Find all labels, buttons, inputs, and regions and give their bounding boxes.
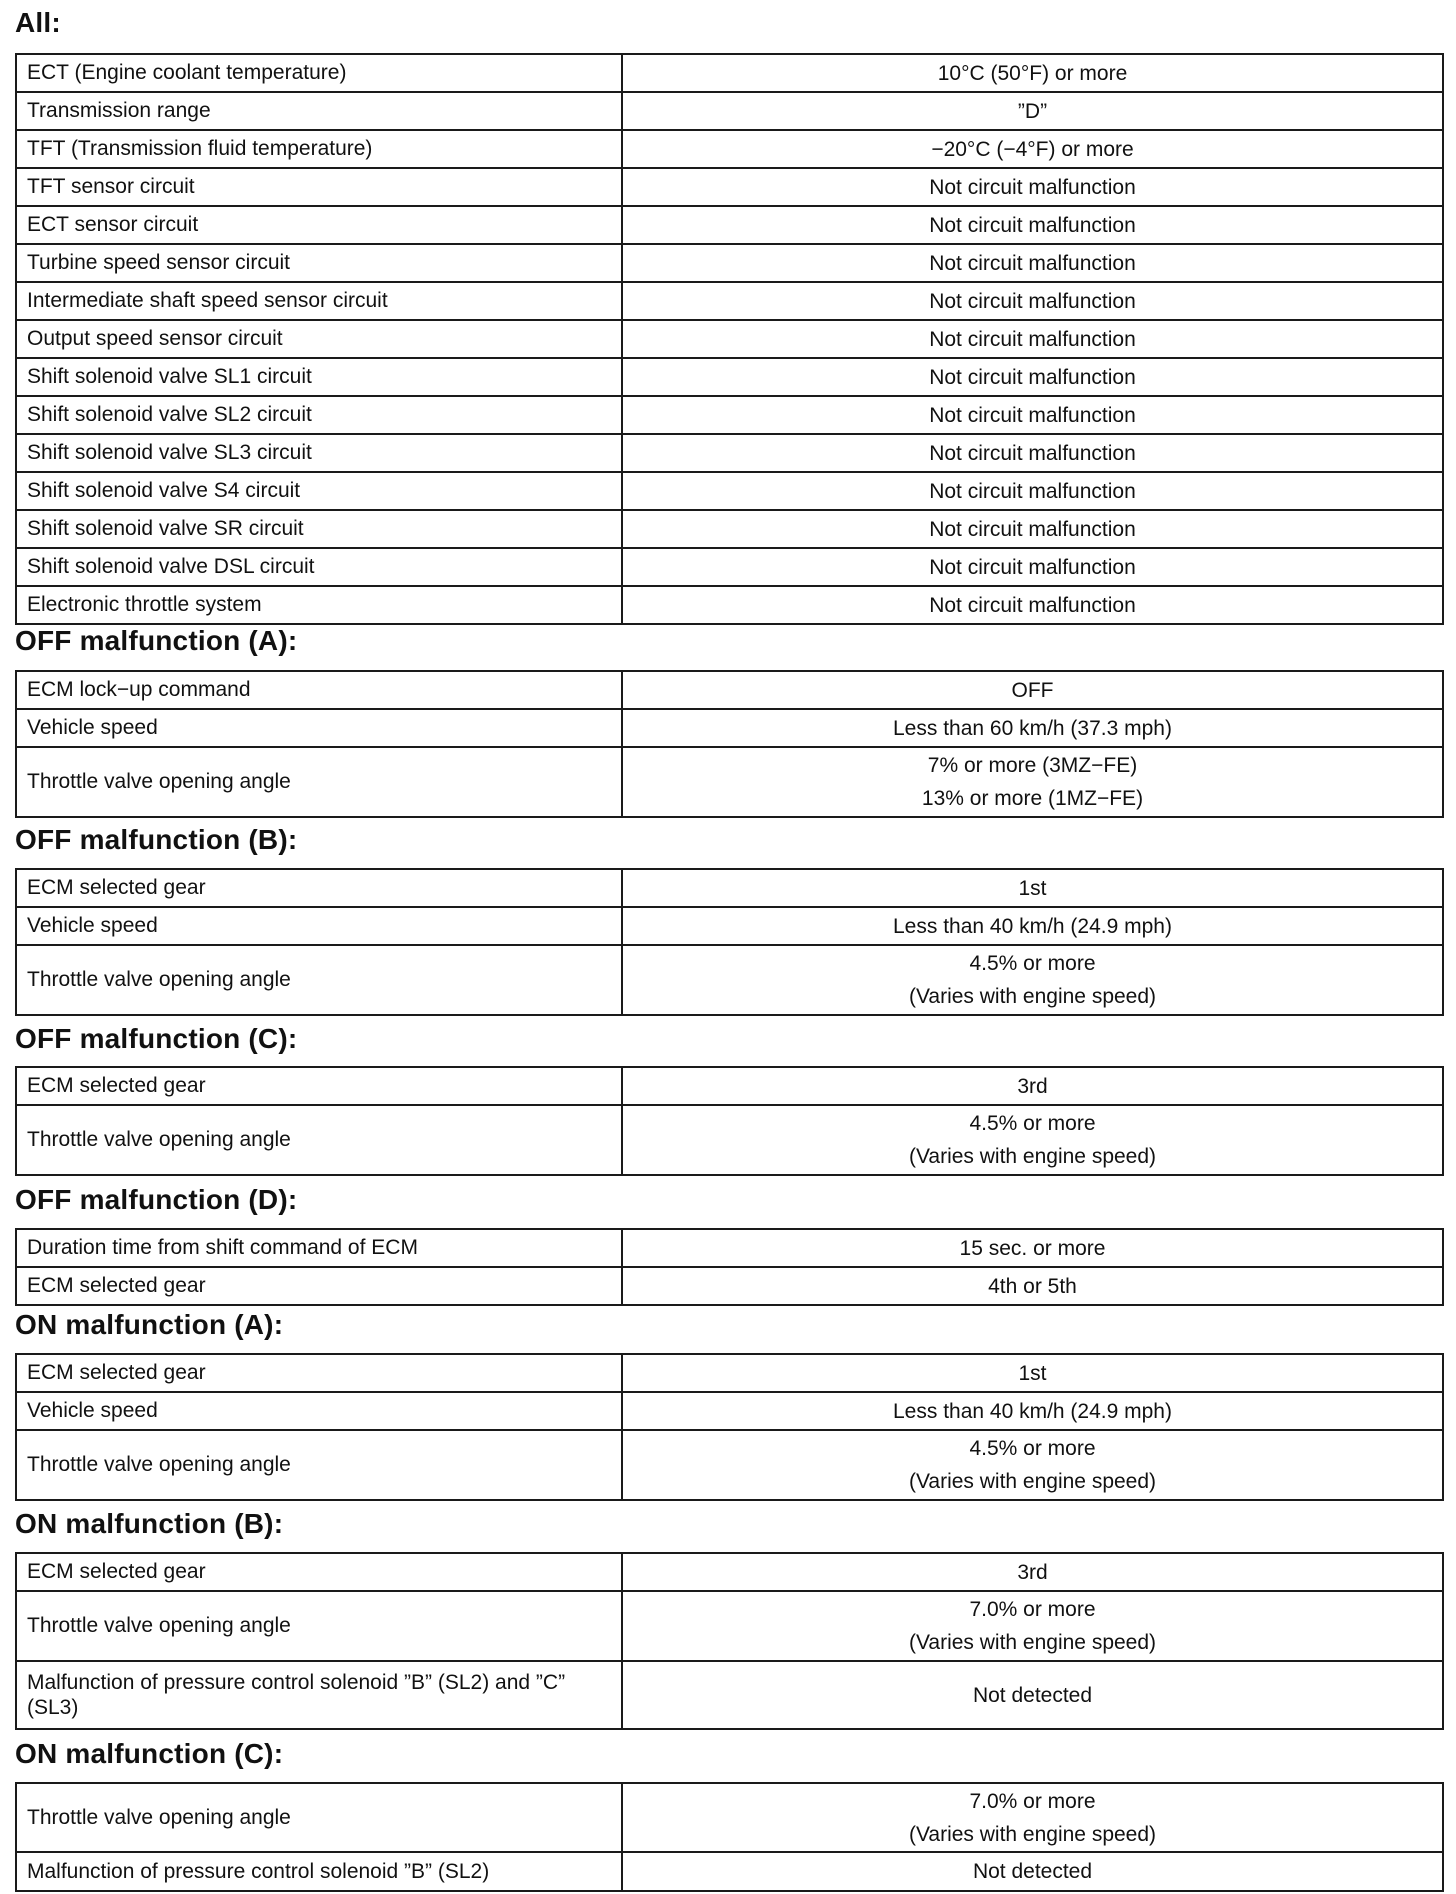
condition-table-off-malfunction-b — [15, 868, 1444, 1016]
table-row — [16, 1661, 1443, 1729]
condition-value — [622, 168, 1443, 206]
condition-value — [622, 1783, 1443, 1852]
condition-label: Throttle valve opening angle — [16, 1783, 622, 1852]
condition-value-line: Not circuit malfunction — [929, 175, 1136, 199]
table-row — [16, 92, 1443, 130]
condition-value — [622, 671, 1443, 709]
condition-value — [622, 869, 1443, 907]
table-row — [16, 1783, 1443, 1852]
condition-label: Throttle valve opening angle — [16, 747, 622, 817]
condition-label: TFT (Transmission fluid temperature) — [16, 130, 622, 168]
condition-value — [622, 396, 1443, 434]
table-row — [16, 869, 1443, 907]
condition-value — [622, 709, 1443, 747]
table-row — [16, 1067, 1443, 1105]
condition-table-on-malfunction-c — [15, 1782, 1444, 1892]
condition-value-line: Not circuit malfunction — [929, 479, 1136, 503]
condition-value-line: Not circuit malfunction — [929, 289, 1136, 313]
condition-label: ECM selected gear — [16, 1067, 622, 1105]
condition-value-line: Not circuit malfunction — [929, 251, 1136, 275]
table-row — [16, 168, 1443, 206]
section-heading-off-malfunction-c: OFF malfunction (C): — [15, 1023, 298, 1054]
condition-label: TFT sensor circuit — [16, 168, 622, 206]
condition-label: ECM selected gear — [16, 1267, 622, 1305]
table-row — [16, 434, 1443, 472]
condition-value — [622, 907, 1443, 945]
condition-value-line: Not circuit malfunction — [929, 213, 1136, 237]
table-row — [16, 1267, 1443, 1305]
condition-label: ECM selected gear — [16, 1354, 622, 1392]
section-heading-on-malfunction-b: ON malfunction (B): — [15, 1508, 284, 1539]
table-row — [16, 282, 1443, 320]
condition-value — [622, 244, 1443, 282]
condition-value-line: 1st — [1018, 876, 1047, 900]
condition-value-line: 7% or more (3MZ−FE) — [927, 754, 1138, 777]
condition-value — [622, 1267, 1443, 1305]
table-row — [16, 671, 1443, 709]
condition-label: ECM lock−up command — [16, 671, 622, 709]
condition-label: ECT (Engine coolant temperature) — [16, 54, 622, 92]
condition-value-line: Not detected — [972, 1860, 1093, 1883]
condition-label: Turbine speed sensor circuit — [16, 244, 622, 282]
condition-value-line: (Varies with engine speed) — [908, 1631, 1157, 1654]
condition-value-line: 7.0% or more — [969, 1789, 1096, 1813]
condition-label: Shift solenoid valve S4 circuit — [16, 472, 622, 510]
table-row — [16, 1553, 1443, 1591]
condition-value-line: 3rd — [1017, 1074, 1048, 1098]
condition-value — [622, 1430, 1443, 1500]
section-heading-on-malfunction-a: ON malfunction (A): — [15, 1309, 284, 1340]
condition-value — [622, 1553, 1443, 1591]
condition-value-line: (Varies with engine speed) — [908, 1145, 1157, 1168]
condition-value-line: (Varies with engine speed) — [908, 1822, 1157, 1846]
condition-label: Transmission range — [16, 92, 622, 130]
condition-value — [622, 1229, 1443, 1267]
condition-value — [622, 747, 1443, 817]
condition-table-on-malfunction-a — [15, 1353, 1444, 1501]
condition-value — [622, 945, 1443, 1015]
condition-table-off-malfunction-a — [15, 670, 1444, 818]
condition-label: Vehicle speed — [16, 709, 622, 747]
condition-value — [622, 92, 1443, 130]
condition-label: ECT sensor circuit — [16, 206, 622, 244]
table-row — [16, 206, 1443, 244]
table-row — [16, 1591, 1443, 1661]
table-row — [16, 358, 1443, 396]
condition-value-line: Not detected — [972, 1683, 1093, 1707]
condition-value-line: (Varies with engine speed) — [908, 1470, 1157, 1493]
condition-value-line: Less than 40 km/h (24.9 mph) — [893, 914, 1172, 938]
condition-value — [622, 1105, 1443, 1175]
condition-label: Shift solenoid valve SR circuit — [16, 510, 622, 548]
table-row — [16, 396, 1443, 434]
condition-value — [622, 1354, 1443, 1392]
condition-label: Shift solenoid valve DSL circuit — [16, 548, 622, 586]
table-row — [16, 1852, 1443, 1891]
section-heading-off-malfunction-a: OFF malfunction (A): — [15, 625, 298, 656]
condition-value-line: Not circuit malfunction — [929, 403, 1136, 427]
table-row — [16, 747, 1443, 817]
condition-value — [622, 320, 1443, 358]
section-heading-all: All: — [15, 7, 61, 38]
condition-value — [622, 206, 1443, 244]
condition-label: Shift solenoid valve SL1 circuit — [16, 358, 622, 396]
condition-table-on-malfunction-b — [15, 1552, 1444, 1730]
condition-value — [622, 586, 1443, 624]
condition-value-line: 4.5% or more — [969, 1112, 1096, 1135]
table-row — [16, 907, 1443, 945]
condition-value-line: 1st — [1018, 1361, 1047, 1385]
condition-value — [622, 1661, 1443, 1729]
condition-value-line: ”D” — [1017, 99, 1048, 123]
condition-label: Throttle valve opening angle — [16, 1105, 622, 1175]
condition-value — [622, 358, 1443, 396]
condition-value — [622, 1591, 1443, 1661]
table-row — [16, 945, 1443, 1015]
condition-label: Malfunction of pressure control solenoid ”B” (SL2) and ”C” (SL3) — [16, 1661, 622, 1729]
condition-label: Vehicle speed — [16, 907, 622, 945]
table-row — [16, 510, 1443, 548]
condition-value-line: 4th or 5th — [988, 1274, 1077, 1298]
table-row — [16, 244, 1443, 282]
condition-value — [622, 510, 1443, 548]
condition-table-off-malfunction-c — [15, 1066, 1444, 1176]
condition-label: Throttle valve opening angle — [16, 1430, 622, 1500]
condition-value-line: Less than 60 km/h (37.3 mph) — [893, 716, 1172, 740]
condition-label: Output speed sensor circuit — [16, 320, 622, 358]
condition-value — [622, 54, 1443, 92]
table-row — [16, 548, 1443, 586]
table-row — [16, 1229, 1443, 1267]
condition-value-line: 15 sec. or more — [959, 1236, 1106, 1260]
condition-value — [622, 434, 1443, 472]
section-heading-on-malfunction-c: ON malfunction (C): — [15, 1738, 284, 1769]
table-row — [16, 472, 1443, 510]
table-row — [16, 320, 1443, 358]
condition-label: Throttle valve opening angle — [16, 1591, 622, 1661]
table-row — [16, 130, 1443, 168]
condition-value-line: 10°C (50°F) or more — [937, 61, 1128, 85]
condition-value — [622, 1852, 1443, 1891]
condition-label: Throttle valve opening angle — [16, 945, 622, 1015]
condition-label: ECM selected gear — [16, 869, 622, 907]
condition-label: ECM selected gear — [16, 1553, 622, 1591]
condition-value — [622, 472, 1443, 510]
condition-value-line: 4.5% or more — [969, 1437, 1096, 1460]
condition-value-line: Not circuit malfunction — [929, 327, 1136, 351]
condition-value-line: 4.5% or more — [969, 952, 1096, 975]
condition-value-line: Not circuit malfunction — [929, 593, 1136, 617]
condition-table-all — [15, 53, 1444, 625]
table-row — [16, 1354, 1443, 1392]
condition-table-off-malfunction-d — [15, 1228, 1444, 1306]
condition-value — [622, 1067, 1443, 1105]
condition-value-line: Less than 40 km/h (24.9 mph) — [893, 1399, 1172, 1423]
condition-value-line: OFF — [1011, 678, 1054, 702]
table-row — [16, 1430, 1443, 1500]
condition-value — [622, 548, 1443, 586]
table-row — [16, 1105, 1443, 1175]
section-heading-off-malfunction-b: OFF malfunction (B): — [15, 824, 298, 855]
condition-value-line: (Varies with engine speed) — [908, 985, 1157, 1008]
condition-value-line: 13% or more (1MZ−FE) — [921, 787, 1144, 810]
condition-value-line: Not circuit malfunction — [929, 555, 1136, 579]
condition-value-line: Not circuit malfunction — [929, 365, 1136, 389]
table-row — [16, 709, 1443, 747]
condition-value-line: −20°C (−4°F) or more — [931, 137, 1134, 161]
condition-label: Malfunction of pressure control solenoid ”B” (SL2) — [16, 1852, 622, 1891]
condition-label: Shift solenoid valve SL3 circuit — [16, 434, 622, 472]
condition-value — [622, 1392, 1443, 1430]
condition-label: Vehicle speed — [16, 1392, 622, 1430]
table-row — [16, 54, 1443, 92]
table-row — [16, 1392, 1443, 1430]
condition-value-line: 3rd — [1017, 1560, 1048, 1584]
condition-value — [622, 282, 1443, 320]
condition-value-line: Not circuit malfunction — [929, 517, 1136, 541]
condition-value-line: 7.0% or more — [969, 1598, 1096, 1621]
condition-value-line: Not circuit malfunction — [929, 441, 1136, 465]
condition-label: Electronic throttle system — [16, 586, 622, 624]
table-row — [16, 586, 1443, 624]
condition-value — [622, 130, 1443, 168]
condition-label: Duration time from shift command of ECM — [16, 1229, 622, 1267]
section-heading-off-malfunction-d: OFF malfunction (D): — [15, 1184, 298, 1215]
condition-label: Shift solenoid valve SL2 circuit — [16, 396, 622, 434]
condition-label: Intermediate shaft speed sensor circuit — [16, 282, 622, 320]
